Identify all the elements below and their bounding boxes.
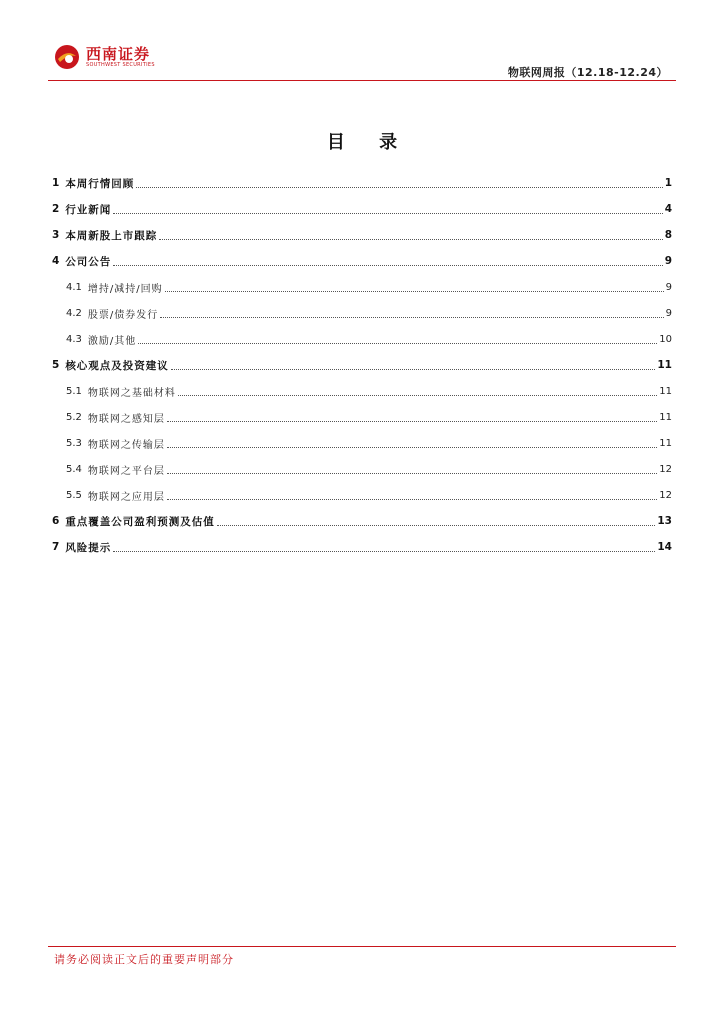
toc-entry-title: 重点覆盖公司盈利预测及估值 (65, 515, 215, 528)
toc-entry-title: 本周新股上市跟踪 (65, 229, 158, 242)
toc-entry-number: 1 (52, 177, 60, 189)
toc-entry-page: 4 (664, 203, 672, 215)
toc-leader-dots (160, 317, 663, 318)
toc-entry-page: 9 (665, 281, 672, 293)
toc-entry-page: 9 (664, 255, 672, 267)
toc-entry-number: 4.3 (66, 333, 82, 345)
toc-entry-page: 11 (657, 359, 672, 371)
toc-leader-dots (167, 499, 657, 500)
logo-chinese-name: 西南证券 (86, 44, 151, 63)
toc-entry-page: 11 (659, 437, 672, 449)
toc-entry-title: 公司公告 (65, 255, 112, 268)
toc-entry-number: 5.1 (66, 385, 82, 397)
toc-entry[interactable] (52, 456, 672, 482)
toc-entry[interactable] (52, 404, 672, 430)
toc-entry[interactable] (52, 482, 672, 508)
toc-leader-dots (113, 213, 662, 214)
toc-entry[interactable] (52, 248, 672, 274)
toc-entry-page: 8 (664, 229, 672, 241)
toc-leader-dots (178, 395, 657, 396)
toc-entry-title: 物联网之应用层 (87, 491, 165, 503)
toc-entry-number: 6 (52, 515, 60, 527)
toc-leader-dots (113, 265, 662, 266)
toc-entry[interactable] (52, 170, 672, 196)
toc-entry-page: 14 (657, 541, 672, 553)
toc-entry[interactable] (52, 196, 672, 222)
toc-entry-title: 物联网之感知层 (87, 413, 165, 425)
toc-entry-title: 本周行情回顾 (65, 177, 135, 190)
toc-leader-dots (113, 551, 655, 552)
toc-entry[interactable] (52, 222, 672, 248)
toc-entry-page: 12 (659, 489, 672, 501)
toc-leader-dots (167, 421, 657, 422)
toc-entry-page: 10 (659, 333, 672, 345)
toc-entry-number: 5.4 (66, 463, 82, 475)
toc-entry[interactable] (52, 274, 672, 300)
toc-entry-number: 4 (52, 255, 60, 267)
page-header (0, 0, 724, 84)
header-divider (48, 80, 676, 81)
toc-entry-title: 增持/减持/回购 (87, 283, 163, 295)
toc-leader-dots (136, 187, 662, 188)
toc-entry[interactable] (52, 352, 672, 378)
toc-entry-title: 行业新闻 (65, 203, 112, 216)
toc-entry[interactable] (52, 378, 672, 404)
toc-entry-title: 股票/债券发行 (87, 309, 159, 321)
toc-entry-number: 2 (52, 203, 60, 215)
toc-entry-number: 4.2 (66, 307, 82, 319)
toc-entry-title: 物联网之平台层 (87, 465, 165, 477)
toc-entry-page: 9 (665, 307, 672, 319)
toc-leader-dots (217, 525, 656, 526)
toc-entry-page: 1 (664, 177, 672, 189)
toc-entry-number: 3 (52, 229, 60, 241)
toc-entry[interactable] (52, 508, 672, 534)
toc-leader-dots (167, 473, 657, 474)
toc-entry[interactable] (52, 300, 672, 326)
toc-leader-dots (138, 343, 657, 344)
toc-entry-page: 12 (659, 463, 672, 475)
toc-entry[interactable] (52, 430, 672, 456)
toc-entry-title: 风险提示 (65, 541, 112, 554)
toc-entry-number: 5 (52, 359, 60, 371)
toc-entry[interactable] (52, 534, 672, 560)
toc-entry[interactable] (52, 326, 672, 352)
report-title: 物联网周报（12.18-12.24） (507, 66, 668, 79)
toc-entry-number: 7 (52, 541, 60, 553)
footer-divider (48, 946, 676, 947)
toc-entry-number: 5.2 (66, 411, 82, 423)
toc-leader-dots (171, 369, 656, 370)
toc-entry-number: 5.3 (66, 437, 82, 449)
company-logo (54, 44, 155, 70)
footer-disclaimer: 请务必阅读正文后的重要声明部分 (54, 953, 234, 966)
toc-entry-number: 4.1 (66, 281, 82, 293)
toc-entry-page: 11 (659, 411, 672, 423)
logo-emblem-icon (54, 44, 80, 70)
toc-entry-title: 物联网之传输层 (87, 439, 165, 451)
logo-english-name: SOUTHWEST SECURITIES (86, 61, 155, 68)
toc-entry-page: 11 (659, 385, 672, 397)
toc-entry-title: 物联网之基础材料 (87, 387, 176, 399)
toc-leader-dots (167, 447, 657, 448)
toc-entry-title: 激励/其他 (87, 335, 137, 347)
toc-leader-dots (165, 291, 664, 292)
toc-entry-title: 核心观点及投资建议 (65, 359, 169, 372)
toc-entry-number: 5.5 (66, 489, 82, 501)
toc-entry-page: 13 (657, 515, 672, 527)
table-of-contents (52, 170, 672, 560)
toc-leader-dots (159, 239, 662, 240)
toc-heading: 目 录 (326, 132, 412, 153)
